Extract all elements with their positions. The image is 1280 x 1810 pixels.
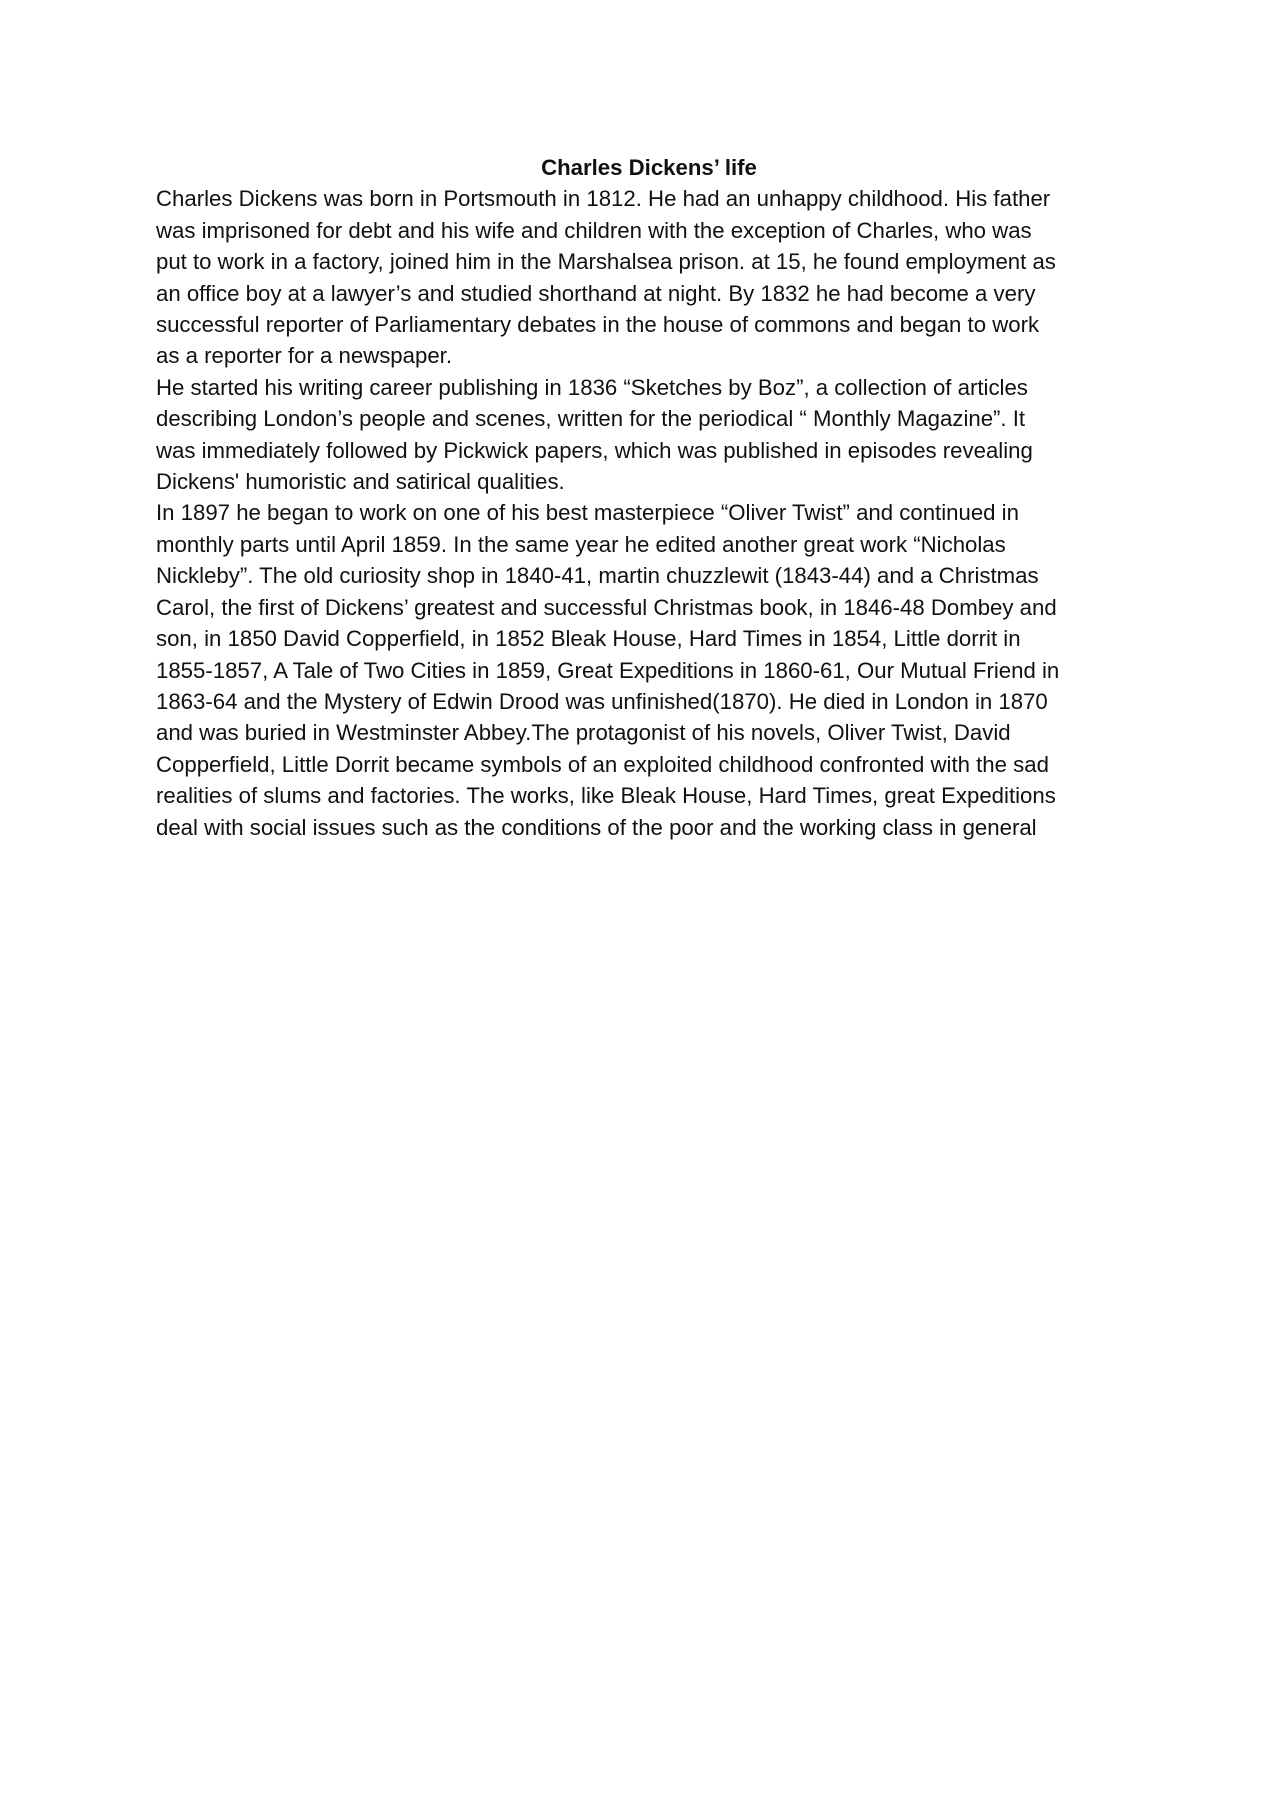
text-line: successful reporter of Parliamentary debates in the house of commons and began to work	[156, 312, 1040, 338]
text-line: 1863-64 and the Mystery of Edwin Drood was unfinished(1870). He died in London in 1870	[156, 688, 1048, 714]
text-line: Copperfield, Little Dorrit became symbols of an exploited childhood confronted with the sad	[156, 751, 1049, 777]
text-line: Carol, the first of Dickens’ greatest and successful Christmas book, in 1846-48 Dombey and	[156, 594, 1057, 620]
text-line: Charles Dickens was born in Portsmouth in 1812. He had an unhappy childhood. His father	[156, 186, 1051, 212]
text-line: put to work in a factory, joined him in the Marshalsea prison. at 15, he found employment as	[156, 249, 1056, 275]
document-body	[156, 152, 1142, 843]
text-line: an office boy at a lawyer’s and studied shorthand at night. By 1832 he had become a very	[156, 280, 1036, 306]
text-line: 1855-1857, A Tale of Two Cities in 1859, Great Expeditions in 1860-61, Our Mutual Friend in	[156, 657, 1060, 683]
text-line: was imprisoned for debt and his wife and children with the exception of Charles, who was	[156, 217, 1032, 243]
text-line: son, in 1850 David Copperfield, in 1852 Bleak House, Hard Times in 1854, Little dorrit in	[156, 626, 1021, 652]
text-line: In 1897 he began to work on one of his best masterpiece “Oliver Twist” and continued in	[156, 500, 1019, 526]
text-line: describing London’s people and scenes, written for the periodical “ Monthly Magazine”. It	[156, 406, 1026, 432]
text-line: as a reporter for a newspaper.	[156, 343, 452, 369]
text-line: deal with social issues such as the conditions of the poor and the working class in general	[156, 814, 1037, 840]
paragraph-major-works	[156, 497, 1142, 842]
document-title: Charles Dickens’ life	[541, 155, 757, 180]
paragraph-early-life	[156, 183, 1142, 371]
text-line: He started his writing career publishing in 1836 “Sketches by Boz”, a collection of articles	[156, 374, 1028, 400]
text-line: realities of slums and factories. The works, like Bleak House, Hard Times, great Expeditions	[156, 783, 1056, 809]
text-line: Dickens' humoristic and satirical qualities.	[156, 469, 565, 495]
text-line: was immediately followed by Pickwick papers, which was published in episodes revealing	[156, 437, 1033, 463]
text-line: and was buried in Westminster Abbey.The protagonist of his novels, Oliver Twist, David	[156, 720, 1011, 746]
paragraph-writing-career	[156, 372, 1142, 498]
text-line: monthly parts until April 1859. In the same year he edited another great work “Nicholas	[156, 531, 1006, 557]
text-line: Nickleby”. The old curiosity shop in 1840-41, martin chuzzlewit (1843-44) and a Christmas	[156, 563, 1039, 589]
